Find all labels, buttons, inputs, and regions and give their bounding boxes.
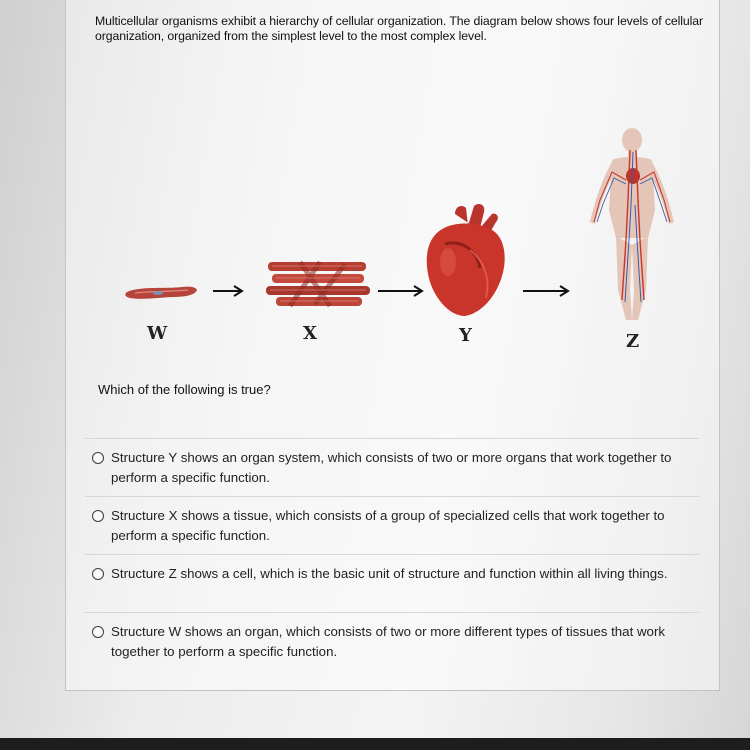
arrow-right-icon (523, 286, 568, 296)
radio-button[interactable] (92, 626, 104, 638)
answer-option[interactable] (85, 496, 699, 554)
question-prompt: Which of the following is true? (98, 382, 271, 397)
label-w: W (147, 323, 168, 344)
radio-button[interactable] (92, 568, 104, 580)
radio-button[interactable] (92, 452, 104, 464)
label-x: X (303, 323, 317, 344)
organization-diagram (0, 0, 750, 370)
answer-option-text: Structure W shows an organ, which consists of two or more different types of tissues that work together to perform a specific function. (111, 624, 666, 659)
muscle-tissue-icon (266, 262, 370, 306)
circulatory-system-icon (590, 128, 674, 320)
arrow-right-icon (213, 286, 242, 296)
arrow-right-icon (378, 286, 422, 296)
answer-option-text: Structure X shows a tissue, which consists of a group of specialized cells that work together to perform a specific function. (111, 508, 665, 543)
answer-option-text: Structure Y shows an organ system, which consists of two or more organs that work together to perform a specific function. (111, 450, 672, 485)
answer-option[interactable] (85, 612, 699, 672)
answer-option[interactable] (85, 554, 699, 612)
answer-option-text: Structure Z shows a cell, which is the basic unit of structure and function within all living things. (111, 566, 668, 581)
radio-button[interactable] (92, 510, 104, 522)
answer-option[interactable] (85, 438, 699, 496)
question-intro: Multicellular organisms exhibit a hierarchy of cellular organization. The diagram below shows four levels of cellular organization, organized from the simplest level to the most complex level. (95, 14, 703, 43)
muscle-cell-icon (125, 287, 197, 299)
answer-options (85, 438, 699, 672)
bottom-bar (0, 738, 750, 750)
heart-icon (427, 204, 505, 316)
label-z: Z (626, 331, 640, 352)
label-y: Y (459, 325, 472, 346)
